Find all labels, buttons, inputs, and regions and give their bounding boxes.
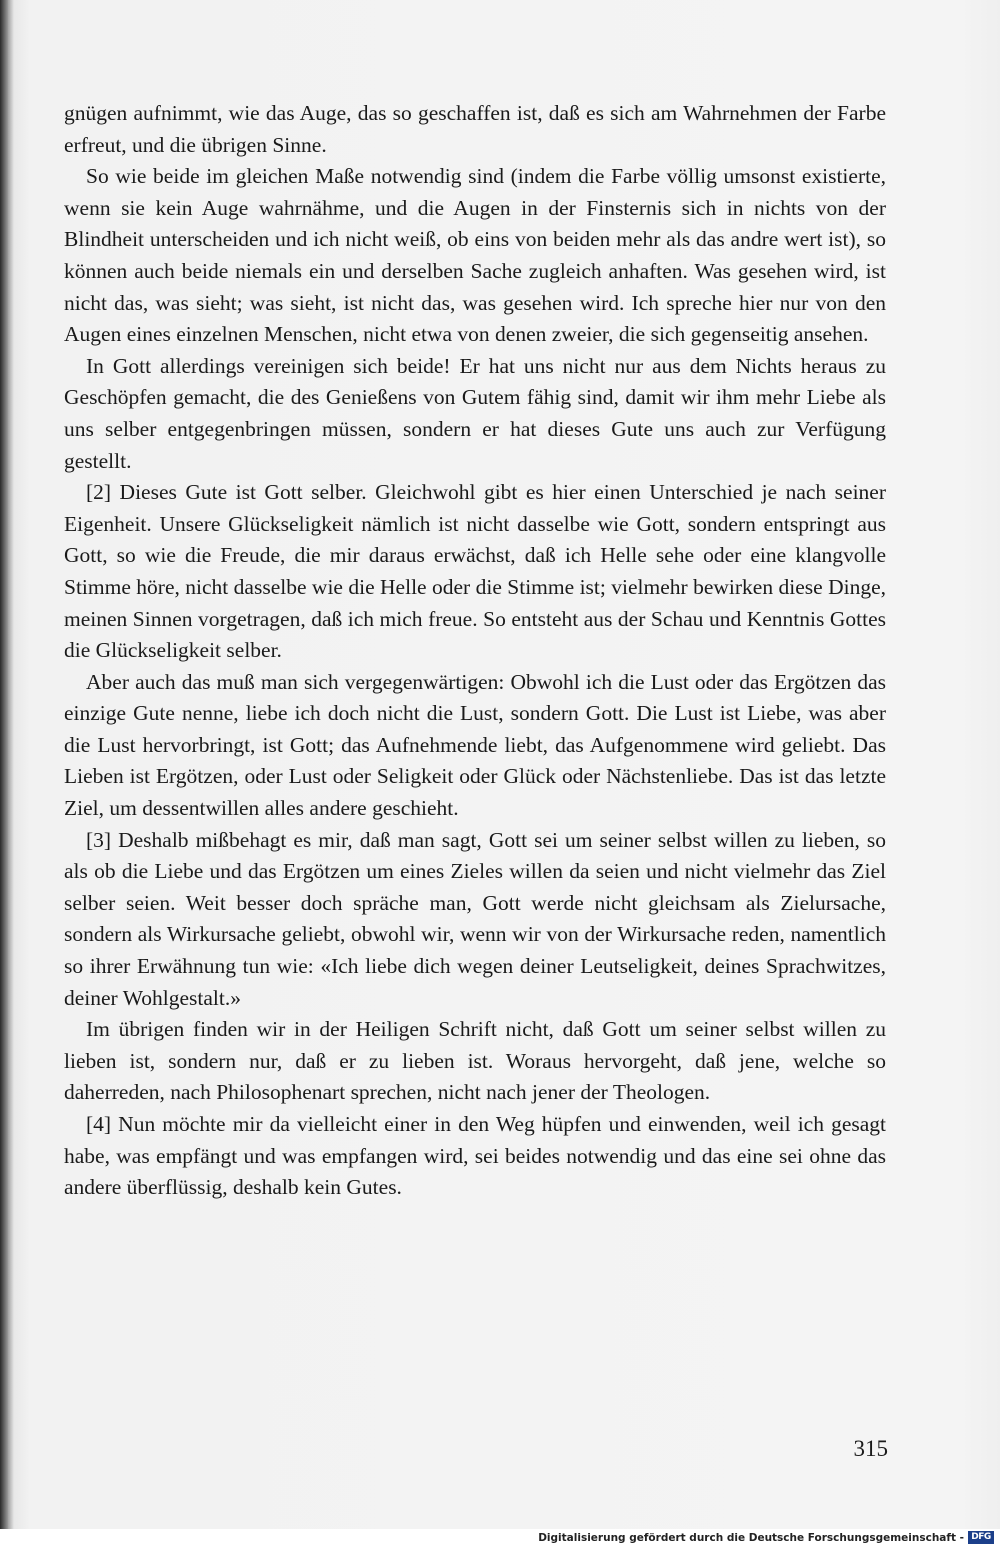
dfg-logo: DFG	[968, 1531, 994, 1544]
paragraph: In Gott allerdings vereinigen sich beide! Er hat uns nicht nur aus dem Nichts heraus zu Geschöpfen gemacht, die des Genießens von Gutem fähig sind, damit wir ihm mehr Liebe als uns selber entgegenbringen müssen, sondern er hat dieses Gute uns auch zur Verfügung gestellt.	[64, 353, 886, 473]
paragraph: [2] Dieses Gute ist Gott selber. Gleichwohl gibt es hier einen Unterschied je nach seiner Eigenheit. Unsere Glückseligkeit nämlich ist nicht dasselbe wie Gott, sondern entspringt aus Gott, so wie die Freude, die mir daraus erwächst, daß ich Helle sehe oder eine klangvolle Stimme höre, nicht dasselbe wie die Helle oder die Stimme ist; vielmehr bewirken diese Dinge, meinen Sinnen vorgetragen, daß ich mich freue. So entsteht aus der Schau und Kenntnis Gottes die Glückseligkeit selber.	[64, 480, 886, 663]
paragraph: Aber auch das muß man sich vergegenwärtigen: Obwohl ich die Lust oder das Ergötzen das einzige Gute nenne, liebe ich doch nicht die Lust, sondern Gott. Die Lust ist Liebe, was aber die Lust hervorbringt, ist Gott; das Aufnehmende liebt, das Aufgenommene wird geliebt. Das Lieben ist Ergötzen, oder Lust oder Seligkeit oder Glück oder Nächstenliebe. Das ist das letzte Ziel, um dessentwillen alles andere geschieht.	[64, 669, 886, 821]
paragraph: [3] Deshalb mißbehagt es mir, daß man sagt, Gott sei um seiner selbst willen zu lieben, so als ob die Liebe und das Ergötzen um eines Zieles willen da seien und nicht vielmehr das Ziel selber seien. Weit besser doch spräche man, Gott werde nicht gleichsam als Zielursache, sondern als Wirkursache geliebt, obwohl wir, wenn wir von der Wirkursache reden, namentlich so ihrer Erwähnung tun wie: «Ich liebe dich wegen deiner Leutseligkeit, deines Sprachwitzes, deiner Wohlgestalt.»	[64, 827, 886, 1010]
paragraph: So wie beide im gleichen Maße notwendig sind (indem die Farbe völlig umsonst existierte, wenn sie kein Auge wahrnähme, und die Augen in der Finsternis sich in nichts von der Blindheit unterscheiden und ich nicht weiß, ob eins von beiden mehr als das andre wert ist), so können auch beide niemals ein und derselben Sache zugleich anhaften. Was gesehen wird, ist nicht das, was sieht; was sieht, ist nicht das, was gesehen wird. Ich spreche hier nur von den Augen eines einzelnen Menschen, nicht etwa von denen zweier, die sich gegenseitig ansehen.	[64, 164, 886, 347]
paragraph: Im übrigen finden wir in der Heiligen Schrift nicht, daß Gott um seiner selbst willen zu lieben ist, sondern nur, daß er zu lieben ist. Woraus hervorgeht, daß jene, welche so daherreden, nach Philosophenart sprechen, nicht nach jener der Theologen.	[64, 1017, 886, 1105]
body-text	[64, 98, 886, 1204]
paragraph: [4] Nun möchte mir da vielleicht einer in den Weg hüpfen und einwenden, weil ich gesagt habe, was empfängt und was empfangen wird, sei beides notwendig und das eine sei ohne das andere überflüssig, deshalb kein Gutes.	[64, 1112, 886, 1200]
page-number: 315	[853, 1436, 888, 1461]
funding-credit: Digitalisierung gefördert durch die Deutsche Forschungsgemeinschaft -	[538, 1532, 964, 1544]
book-spine-shadow	[0, 0, 8, 1529]
paragraph: gnügen aufnimmt, wie das Auge, das so geschaffen ist, daß es sich am Wahrnehmen der Farbe erfreut, und die übrigen Sinne.	[64, 101, 886, 157]
